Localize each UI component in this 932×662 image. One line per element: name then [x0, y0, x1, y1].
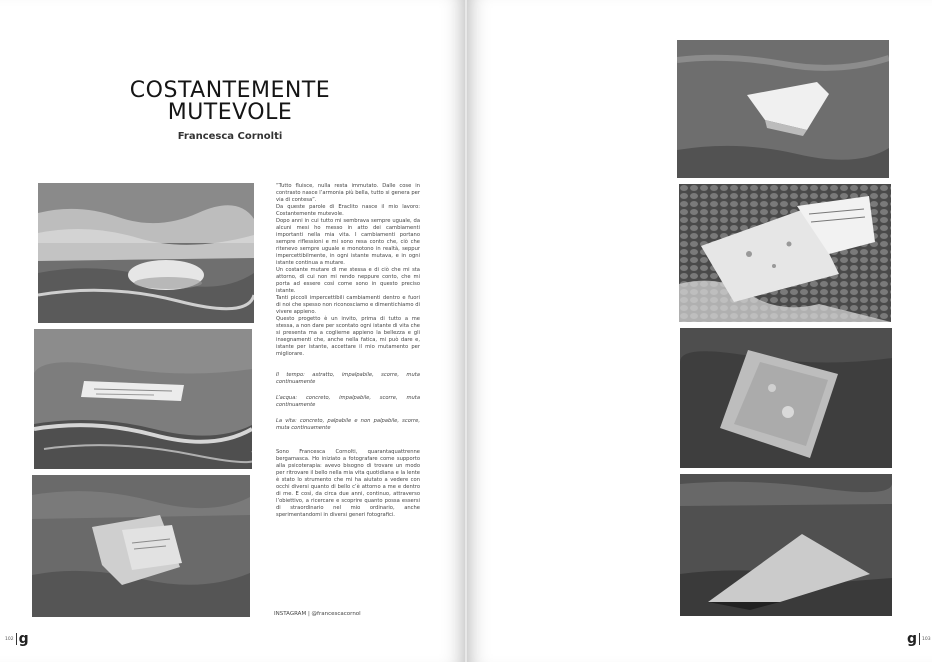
- instagram-handle[interactable]: INSTAGRAM | @francescacornol: [274, 611, 361, 617]
- body-paragraph: Questo progetto è un invito, prima di tutto a me stessa, a non dare per scontato ogni istante di vita che si presenta ma a coglierne appieno la bellezza e gli insegnamenti che, anche nella fatica, mi può dare e, istante per istante, accettare il mio mutamento per migliorare.: [276, 316, 420, 357]
- poem-line: L’acqua: concreto, impalpabile, scorre, muta continuamente: [276, 395, 420, 408]
- photo-wave-paper: [38, 183, 254, 323]
- author-name: Francesca Cornolti: [177, 131, 283, 142]
- article-title: [100, 80, 360, 124]
- poem-line: Il tempo: astratto, impalpabile, scorre, muta continuamente: [276, 372, 420, 385]
- body-paragraph: Dopo anni in cui tutto mi sembrava sempre uguale, da alcuni mesi ho messo in atto dei cambiamenti importanti nella mia vita. I cambiamenti portano sempre riflessioni e mi sono resa conto che, ciò che ritenevo sempre uguale e monotono in realtà, seppur impercettibilmente, in ogni istante mutava, e in ogni istante continua a mutare.: [276, 218, 420, 266]
- author-bio: Sono Francesca Cornolti, quarantaquattrenne bergamasca. Ho iniziato a fotografare come supporto alla psicoterapia: avevo bisogno di trovare un modo per ritrovare il bello nella mia vita quotidiana e la lente è stato lo strumento che mi ha aiutato a vedere con occhi diversi quanto di bello c’è attorno a me e dentro di me. E così, da circa due anni, continuo, attraverso l’obiettivo, a ricercare e scoprire quanto possa essersi di straordinario nel mio ordinario, anche sperimentandomi in diversi generi fotografici.: [276, 449, 420, 518]
- photo-paper-dark-sand: [680, 474, 892, 616]
- photo-crumpled-paper: [32, 475, 250, 617]
- poem-line: La vita: concreto, palpabile e non palpabile, scorre, muta continuamente: [276, 418, 420, 431]
- folio-rule: [16, 633, 17, 645]
- title-line-1: COSTANTEMENTE: [129, 78, 331, 103]
- magazine-mark: g: [907, 631, 918, 647]
- photo-paper-sea: [677, 40, 889, 178]
- body-paragraph: Da queste parole di Eraclito nasce il mio lavoro: Costantemente mutevole.: [276, 204, 420, 217]
- photo-note-pebbles: [679, 184, 891, 322]
- left-page: [0, 0, 465, 662]
- body-paragraph: Tanti piccoli impercettibili cambiamenti dentro e fuori di noi che spesso non riconosciamo e dimentichiamo di vivere appieno.: [276, 295, 420, 315]
- body-paragraph: Un costante mutare di me stessa e di ciò che mi sta attorno, di cui non mi rendo neppure conto, che mi porta ad essere così come sono in questo preciso istante.: [276, 267, 420, 294]
- photo-floating-note: [34, 329, 252, 469]
- page-number: 103: [922, 636, 931, 642]
- photo-wet-paper-sand: [680, 328, 892, 468]
- body-paragraph: “Tutto fluisce, nulla resta immutato. Dalle cose in contrasto nasce l’armonia più bella, tutto si genera per via di contesa”.: [276, 183, 420, 203]
- folio-right: [907, 632, 931, 646]
- folio-rule: [919, 633, 920, 645]
- magazine-mark: g: [18, 631, 29, 647]
- folio-left: [5, 632, 29, 646]
- title-line-2: MUTEVOLE: [167, 100, 293, 125]
- right-page: [467, 0, 932, 662]
- page-number: 102: [5, 636, 14, 642]
- article-body: [276, 183, 420, 519]
